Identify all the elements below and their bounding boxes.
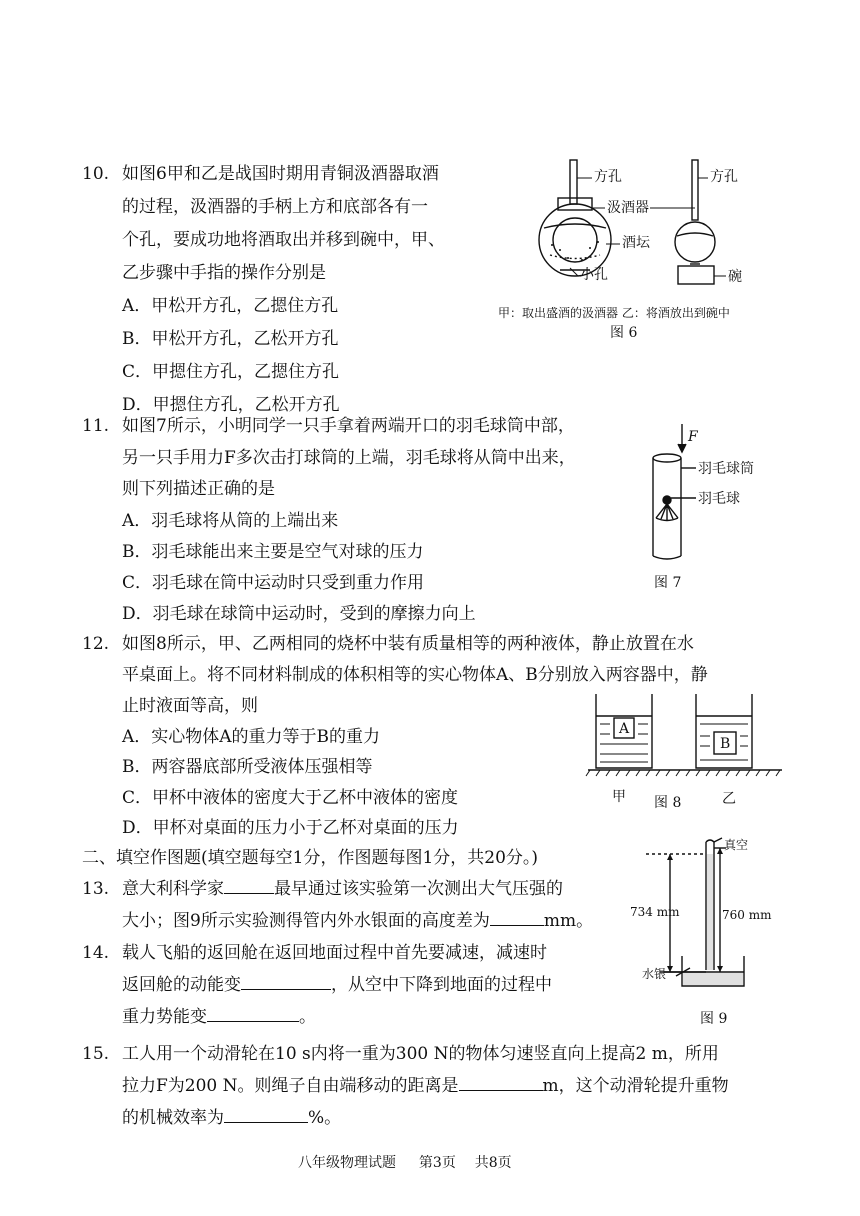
- fig6-label-square-hole-left: 方孔: [594, 169, 622, 185]
- q10-stem-line-3: 个孔，要成功地将酒取出并移到碗中，甲、: [122, 230, 445, 250]
- q12-stem-line-1: 如图8所示，甲、乙两相同的烧杯中装有质量相等的两种液体，静止放置在水: [122, 634, 694, 654]
- q10-option-c: C．甲摁住方孔，乙摁住方孔: [122, 362, 340, 382]
- fig6-label-wine-jar: 酒坛: [622, 235, 650, 251]
- q11-stem-line-2: 另一只手用力F多次击打球筒的上端，羽毛球将从筒中出来，: [122, 448, 576, 468]
- q12-stem-line-2: 平桌面上。将不同材料制成的体积相等的实心物体A、B分别放入两容器中，静: [122, 665, 708, 685]
- fig9-label-mercury: 水银: [642, 967, 667, 981]
- fig8-block-a: A: [619, 721, 630, 737]
- fig9-caption: 图 9: [700, 1011, 728, 1027]
- q13-line-1: [122, 877, 563, 901]
- q12-option-c: C．甲杯中液体的密度大于乙杯中液体的密度: [122, 788, 459, 808]
- q14-number: 14.: [82, 943, 110, 963]
- q14-blank-2[interactable]: [207, 1005, 299, 1022]
- fig7-force-label: F: [688, 429, 698, 445]
- q10-number: 10.: [82, 164, 110, 184]
- q13-line-2: [122, 909, 593, 933]
- fig7-caption: 图 7: [654, 575, 682, 591]
- q12-option-a: A．实心物体A的重力等于B的重力: [122, 727, 381, 747]
- q13-number: 13.: [82, 879, 110, 899]
- q14-line-2-part-b: ，从空中下降到地面的过程中: [331, 975, 552, 995]
- fig9-label-734: 734 mm: [630, 905, 680, 919]
- q10-option-a: A．甲松开方孔，乙摁住方孔: [122, 296, 339, 316]
- q13-line-2-part-a: 大小；图9所示实验测得管内外水银面的高度差为: [122, 911, 490, 931]
- fig6-caption-line: 甲：取出盛酒的汲酒器 乙：将酒放出到碗中: [498, 306, 730, 320]
- q10-option-b: B．甲松开方孔，乙松开方孔: [122, 329, 339, 349]
- q10-option-d: D．甲摁住方孔，乙松开方孔: [122, 395, 340, 415]
- q15-blank-1[interactable]: [459, 1074, 543, 1091]
- section-2-heading: 二、填空作图题(填空题每空1分，作图题每图1分，共20分。): [82, 848, 539, 868]
- q11-option-c: C．羽毛球在筒中运动时只受到重力作用: [122, 573, 425, 593]
- fig9-label-vacuum: 真空: [724, 838, 749, 852]
- fig8-caption: 图 8: [654, 795, 682, 811]
- footer-page-number: 第3页: [418, 1155, 456, 1171]
- q14-line-2: [122, 973, 552, 997]
- q15-line-3: [122, 1106, 341, 1130]
- q15-line-3-part-a: 的机械效率为: [122, 1108, 224, 1128]
- q11-option-d: D．羽毛球在球筒中运动时，受到的摩擦力向上: [122, 604, 476, 624]
- q12-option-b: B．两容器底部所受液体压强相等: [122, 757, 373, 777]
- q11-number: 11.: [82, 416, 110, 436]
- q15-line-1: 工人用一个动滑轮在10 s内将一重为300 N的物体匀速竖直向上提高2 m，所用: [122, 1044, 719, 1064]
- q15-line-2-part-b: m，这个动滑轮提升重物: [542, 1076, 729, 1096]
- q11-option-b: B．羽毛球能出来主要是空气对球的压力: [122, 542, 424, 562]
- figure-6-diagram: [530, 150, 790, 300]
- fig7-label-shuttlecock: 羽毛球: [698, 491, 740, 507]
- q11-stem-line-3: 则下列描述正确的是: [122, 479, 275, 499]
- q15-line-2: [122, 1074, 729, 1098]
- q15-number: 15.: [82, 1044, 110, 1064]
- footer-subject: 八年级物理试题: [298, 1155, 396, 1171]
- q13-line-1-part-b: 最早通过该实验第一次测出大气压强的: [274, 879, 563, 899]
- page-footer: [298, 1154, 512, 1172]
- q13-blank-1[interactable]: [224, 877, 274, 894]
- fig8-block-b: B: [720, 736, 731, 752]
- fig6-caption: 图 6: [610, 325, 638, 341]
- q15-blank-2[interactable]: [224, 1106, 308, 1123]
- fig7-label-tube: 羽毛球筒: [698, 461, 754, 477]
- q12-option-d: D．甲杯对桌面的压力小于乙杯对桌面的压力: [122, 818, 459, 838]
- figure-8-diagram: [586, 690, 786, 790]
- q12-stem-line-3: 止时液面等高，则: [122, 696, 258, 716]
- q13-blank-2[interactable]: [490, 909, 544, 926]
- q12-number: 12.: [82, 634, 110, 654]
- fig6-label-square-hole-right: 方孔: [710, 169, 738, 185]
- fig6-label-small-hole: 小孔: [580, 267, 608, 283]
- q14-blank-1[interactable]: [241, 973, 331, 990]
- q13-line-1-part-a: 意大利科学家: [122, 879, 224, 899]
- wine-siphon-right: [675, 160, 715, 284]
- footer-total-pages: 共8页: [474, 1155, 512, 1171]
- q14-line-3: [122, 1005, 316, 1029]
- fig8-label-right: 乙: [722, 791, 736, 807]
- q10-stem-line-1: 如图6甲和乙是战国时期用青铜汲酒器取酒: [122, 164, 439, 184]
- q14-line-2-part-a: 返回舱的动能变: [122, 975, 241, 995]
- q14-line-1: 载人飞船的返回舱在返回地面过程中首先要减速，减速时: [122, 943, 547, 963]
- q11-option-a: A．羽毛球将从筒的上端出来: [122, 511, 339, 531]
- q14-line-3-part-b: 。: [299, 1007, 316, 1027]
- q15-line-3-part-b: %。: [308, 1108, 342, 1128]
- q15-line-2-part-a: 拉力F为200 N。则绳子自由端移动的距离是: [122, 1076, 459, 1096]
- q11-stem-line-1: 如图7所示，小明同学一只手拿着两端开口的羽毛球筒中部，: [122, 416, 575, 436]
- fig9-label-760: 760 mm: [722, 908, 772, 922]
- q14-line-3-part-a: 重力势能变: [122, 1007, 207, 1027]
- fig8-label-left: 甲: [612, 789, 626, 805]
- fig6-label-siphon: 汲酒器: [607, 200, 649, 216]
- q13-line-2-part-b: mm。: [543, 911, 594, 931]
- q10-stem-line-4: 乙步骤中手指的操作分别是: [122, 263, 326, 283]
- q10-stem-line-2: 的过程，汲酒器的手柄上方和底部各有一: [122, 197, 428, 217]
- fig6-label-bowl: 碗: [728, 269, 742, 285]
